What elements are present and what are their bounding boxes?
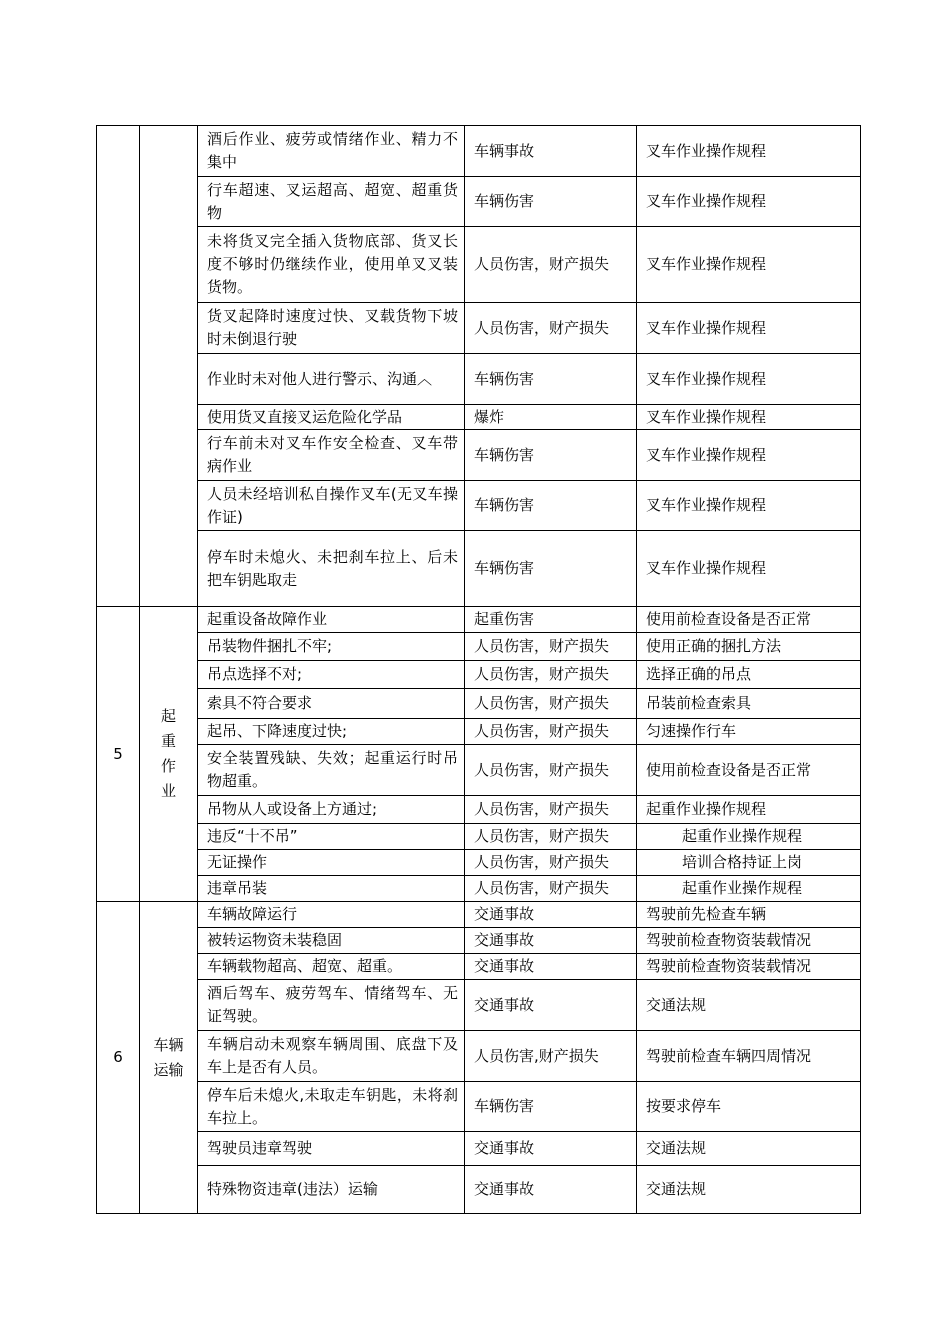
table-row xyxy=(97,661,861,689)
section-category-cell xyxy=(140,126,198,607)
table-row xyxy=(97,850,861,876)
measure-cell: 叉车作业操作规程 xyxy=(637,126,861,177)
table-row xyxy=(97,177,861,227)
measure-cell: 使用正确的捆扎方法 xyxy=(637,633,861,661)
table-row xyxy=(97,980,861,1031)
table-row xyxy=(97,1082,861,1132)
hazard-cell: 安全装置残缺、失效；起重运行时吊物超重。 xyxy=(198,745,465,796)
consequence-cell: 车辆伤害 xyxy=(465,1082,637,1132)
table-row xyxy=(97,1132,861,1166)
section-category: 起重作业 xyxy=(160,707,176,800)
table-row xyxy=(97,633,861,661)
consequence-cell: 人员伤害，财产损失 xyxy=(465,796,637,824)
measure-cell: 叉车作业操作规程 xyxy=(637,481,861,531)
table-row xyxy=(97,126,861,177)
hazard-table-body xyxy=(97,126,861,1214)
measure-cell: 吊装前检查索具 xyxy=(637,689,861,719)
table-row xyxy=(97,481,861,531)
measure-cell: 驾驶前先检查车辆 xyxy=(637,902,861,928)
measure-cell: 匀速操作行车 xyxy=(637,719,861,745)
consequence-cell: 车辆伤害 xyxy=(465,481,637,531)
consequence-cell: 人员伤害，财产损失 xyxy=(465,303,637,354)
consequence-cell: 车辆伤害 xyxy=(465,430,637,481)
hazard-cell: 被转运物资未装稳固 xyxy=(198,928,465,954)
hazard-cell: 起重设备故障作业 xyxy=(198,607,465,633)
measure-cell: 驾驶前检查物资装载情况 xyxy=(637,928,861,954)
hazard-cell: 起吊、下降速度过快; xyxy=(198,719,465,745)
hazard-cell: 索具不符合要求 xyxy=(198,689,465,719)
section-category-cell xyxy=(140,607,198,902)
consequence-cell: 人员伤害，财产损失 xyxy=(465,876,637,902)
table-row xyxy=(97,607,861,633)
table-row xyxy=(97,227,861,303)
consequence-cell: 交通事故 xyxy=(465,1132,637,1166)
hazard-cell: 特殊物资违章(违法）运输 xyxy=(198,1166,465,1214)
table-row xyxy=(97,689,861,719)
hazard-cell: 吊装物件捆扎不牢; xyxy=(198,633,465,661)
consequence-cell: 人员伤害，财产损失 xyxy=(465,850,637,876)
consequence-cell: 人员伤害,财产损失 xyxy=(465,1031,637,1082)
measure-cell: 交通法规 xyxy=(637,1166,861,1214)
hazard-cell: 违章吊装 xyxy=(198,876,465,902)
measure-cell: 叉车作业操作规程 xyxy=(637,354,861,405)
hazard-cell: 车辆启动未观察车辆周围、底盘下及车上是否有人员。 xyxy=(198,1031,465,1082)
consequence-cell: 人员伤害，财产损失 xyxy=(465,227,637,303)
measure-cell: 使用前检查设备是否正常 xyxy=(637,607,861,633)
table-row xyxy=(97,719,861,745)
measure-cell: 叉车作业操作规程 xyxy=(637,531,861,607)
hazard-cell: 酒后驾车、疲劳驾车、情绪驾车、无证驾驶。 xyxy=(198,980,465,1031)
table-row xyxy=(97,954,861,980)
table-row xyxy=(97,876,861,902)
table-row xyxy=(97,303,861,354)
hazard-cell: 无证操作 xyxy=(198,850,465,876)
measure-cell: 交通法规 xyxy=(637,1132,861,1166)
hazard-cell: 行车超速、叉运超高、超宽、超重货物 xyxy=(198,177,465,227)
hazard-cell: 车辆载物超高、超宽、超重。 xyxy=(198,954,465,980)
consequence-cell: 车辆事故 xyxy=(465,126,637,177)
hazard-cell: 作业时未对他人进行警示、沟通︿ xyxy=(198,354,465,405)
consequence-cell: 车辆伤害 xyxy=(465,531,637,607)
consequence-cell: 人员伤害，财产损失 xyxy=(465,633,637,661)
section-number xyxy=(97,126,140,607)
consequence-cell: 车辆伤害 xyxy=(465,354,637,405)
table-row xyxy=(97,1166,861,1214)
table-row xyxy=(97,902,861,928)
measure-cell: 培训合格持证上岗 xyxy=(637,850,861,876)
hazard-cell: 酒后作业、疲劳或情绪作业、精力不集中 xyxy=(198,126,465,177)
consequence-cell: 交通事故 xyxy=(465,954,637,980)
section-category: 车辆运输 xyxy=(153,1035,184,1079)
hazard-cell: 使用货叉直接叉运危险化学品 xyxy=(198,405,465,430)
measure-cell: 驾驶前检查车辆四周情况 xyxy=(637,1031,861,1082)
hazard-cell: 停车后未熄火,未取走车钥匙，未将刹车拉上。 xyxy=(198,1082,465,1132)
table-row xyxy=(97,745,861,796)
measure-cell: 交通法规 xyxy=(637,980,861,1031)
measure-cell: 选择正确的吊点 xyxy=(637,661,861,689)
consequence-cell: 交通事故 xyxy=(465,980,637,1031)
measure-cell: 按要求停车 xyxy=(637,1082,861,1132)
measure-cell: 叉车作业操作规程 xyxy=(637,430,861,481)
measure-cell: 叉车作业操作规程 xyxy=(637,227,861,303)
hazard-cell: 行车前未对叉车作安全检查、叉车带病作业 xyxy=(198,430,465,481)
table-row xyxy=(97,928,861,954)
hazard-cell: 车辆故障运行 xyxy=(198,902,465,928)
table-row xyxy=(97,1031,861,1082)
table-row xyxy=(97,531,861,607)
consequence-cell: 起重伤害 xyxy=(465,607,637,633)
consequence-cell: 人员伤害，财产损失 xyxy=(465,824,637,850)
measure-cell: 使用前检查设备是否正常 xyxy=(637,745,861,796)
table-row xyxy=(97,796,861,824)
table-row xyxy=(97,430,861,481)
consequence-cell: 交通事故 xyxy=(465,928,637,954)
consequence-cell: 车辆伤害 xyxy=(465,177,637,227)
measure-cell: 起重作业操作规程 xyxy=(637,824,861,850)
hazard-table xyxy=(96,125,861,1214)
section-category-cell xyxy=(140,902,198,1214)
consequence-cell: 人员伤害，财产损失 xyxy=(465,661,637,689)
table-row xyxy=(97,824,861,850)
measure-cell: 叉车作业操作规程 xyxy=(637,405,861,430)
consequence-cell: 交通事故 xyxy=(465,1166,637,1214)
measure-cell: 驾驶前检查物资装载情况 xyxy=(637,954,861,980)
table-row xyxy=(97,354,861,405)
consequence-cell: 爆炸 xyxy=(465,405,637,430)
hazard-cell: 吊物从人或设备上方通过; xyxy=(198,796,465,824)
consequence-cell: 人员伤害，财产损失 xyxy=(465,719,637,745)
measure-cell: 起重作业操作规程 xyxy=(637,796,861,824)
measure-cell: 起重作业操作规程 xyxy=(637,876,861,902)
consequence-cell: 交通事故 xyxy=(465,902,637,928)
hazard-cell: 停车时未熄火、未把刹车拉上、后未把车钥匙取走 xyxy=(198,531,465,607)
hazard-cell: 人员未经培训私自操作叉车(无叉车操作证) xyxy=(198,481,465,531)
hazard-cell: 吊点选择不对; xyxy=(198,661,465,689)
hazard-cell: 货叉起降时速度过快、叉载货物下坡时未倒退行驶 xyxy=(198,303,465,354)
hazard-cell: 未将货叉完全插入货物底部、货叉长度不够时仍继续作业，使用单叉叉装货物。 xyxy=(198,227,465,303)
hazard-cell: 驾驶员违章驾驶 xyxy=(198,1132,465,1166)
consequence-cell: 人员伤害，财产损失 xyxy=(465,689,637,719)
section-number: 6 xyxy=(97,902,140,1214)
measure-cell: 叉车作业操作规程 xyxy=(637,177,861,227)
section-number: 5 xyxy=(97,607,140,902)
table-row xyxy=(97,405,861,430)
consequence-cell: 人员伤害，财产损失 xyxy=(465,745,637,796)
measure-cell: 叉车作业操作规程 xyxy=(637,303,861,354)
hazard-cell: 违反“十不吊” xyxy=(198,824,465,850)
